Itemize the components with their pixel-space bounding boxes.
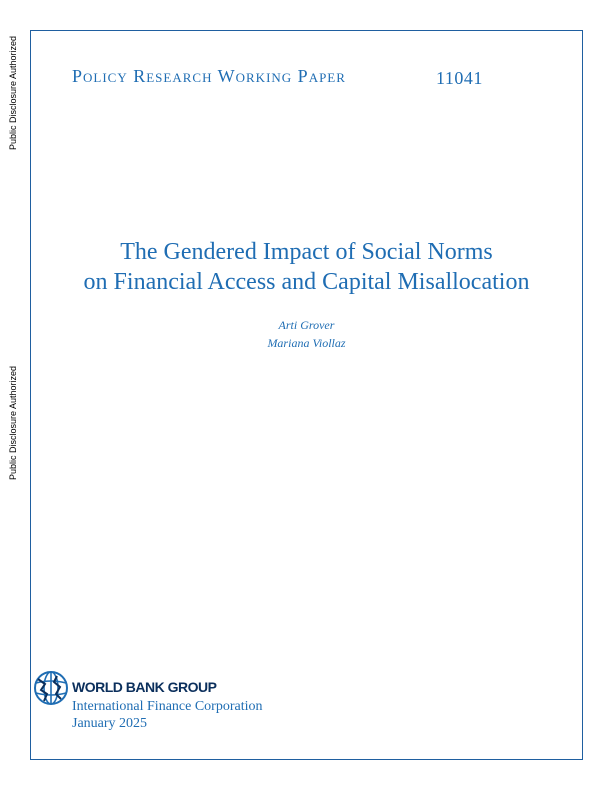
paper-title-line-1: The Gendered Impact of Social Norms [120,239,493,265]
organization-name: International Finance Corporation [72,699,263,714]
series-title: Policy Research Working Paper [72,66,346,86]
author-name: Arti Grover [278,318,335,332]
paper-number: 11041 [436,68,483,88]
world-bank-globe-icon [33,670,69,706]
publication-date: January 2025 [72,716,148,731]
paper-title-line-2: on Financial Access and Capital Misallocation [83,269,530,295]
disclosure-stamp-middle: Public Disclosure Authorized [8,365,18,480]
author-name: Mariana Viollaz [267,336,346,350]
cover-frame [30,30,583,760]
disclosure-stamp-top: Public Disclosure Authorized [8,35,18,150]
brand-wordmark: WORLD BANK GROUP [72,679,217,695]
